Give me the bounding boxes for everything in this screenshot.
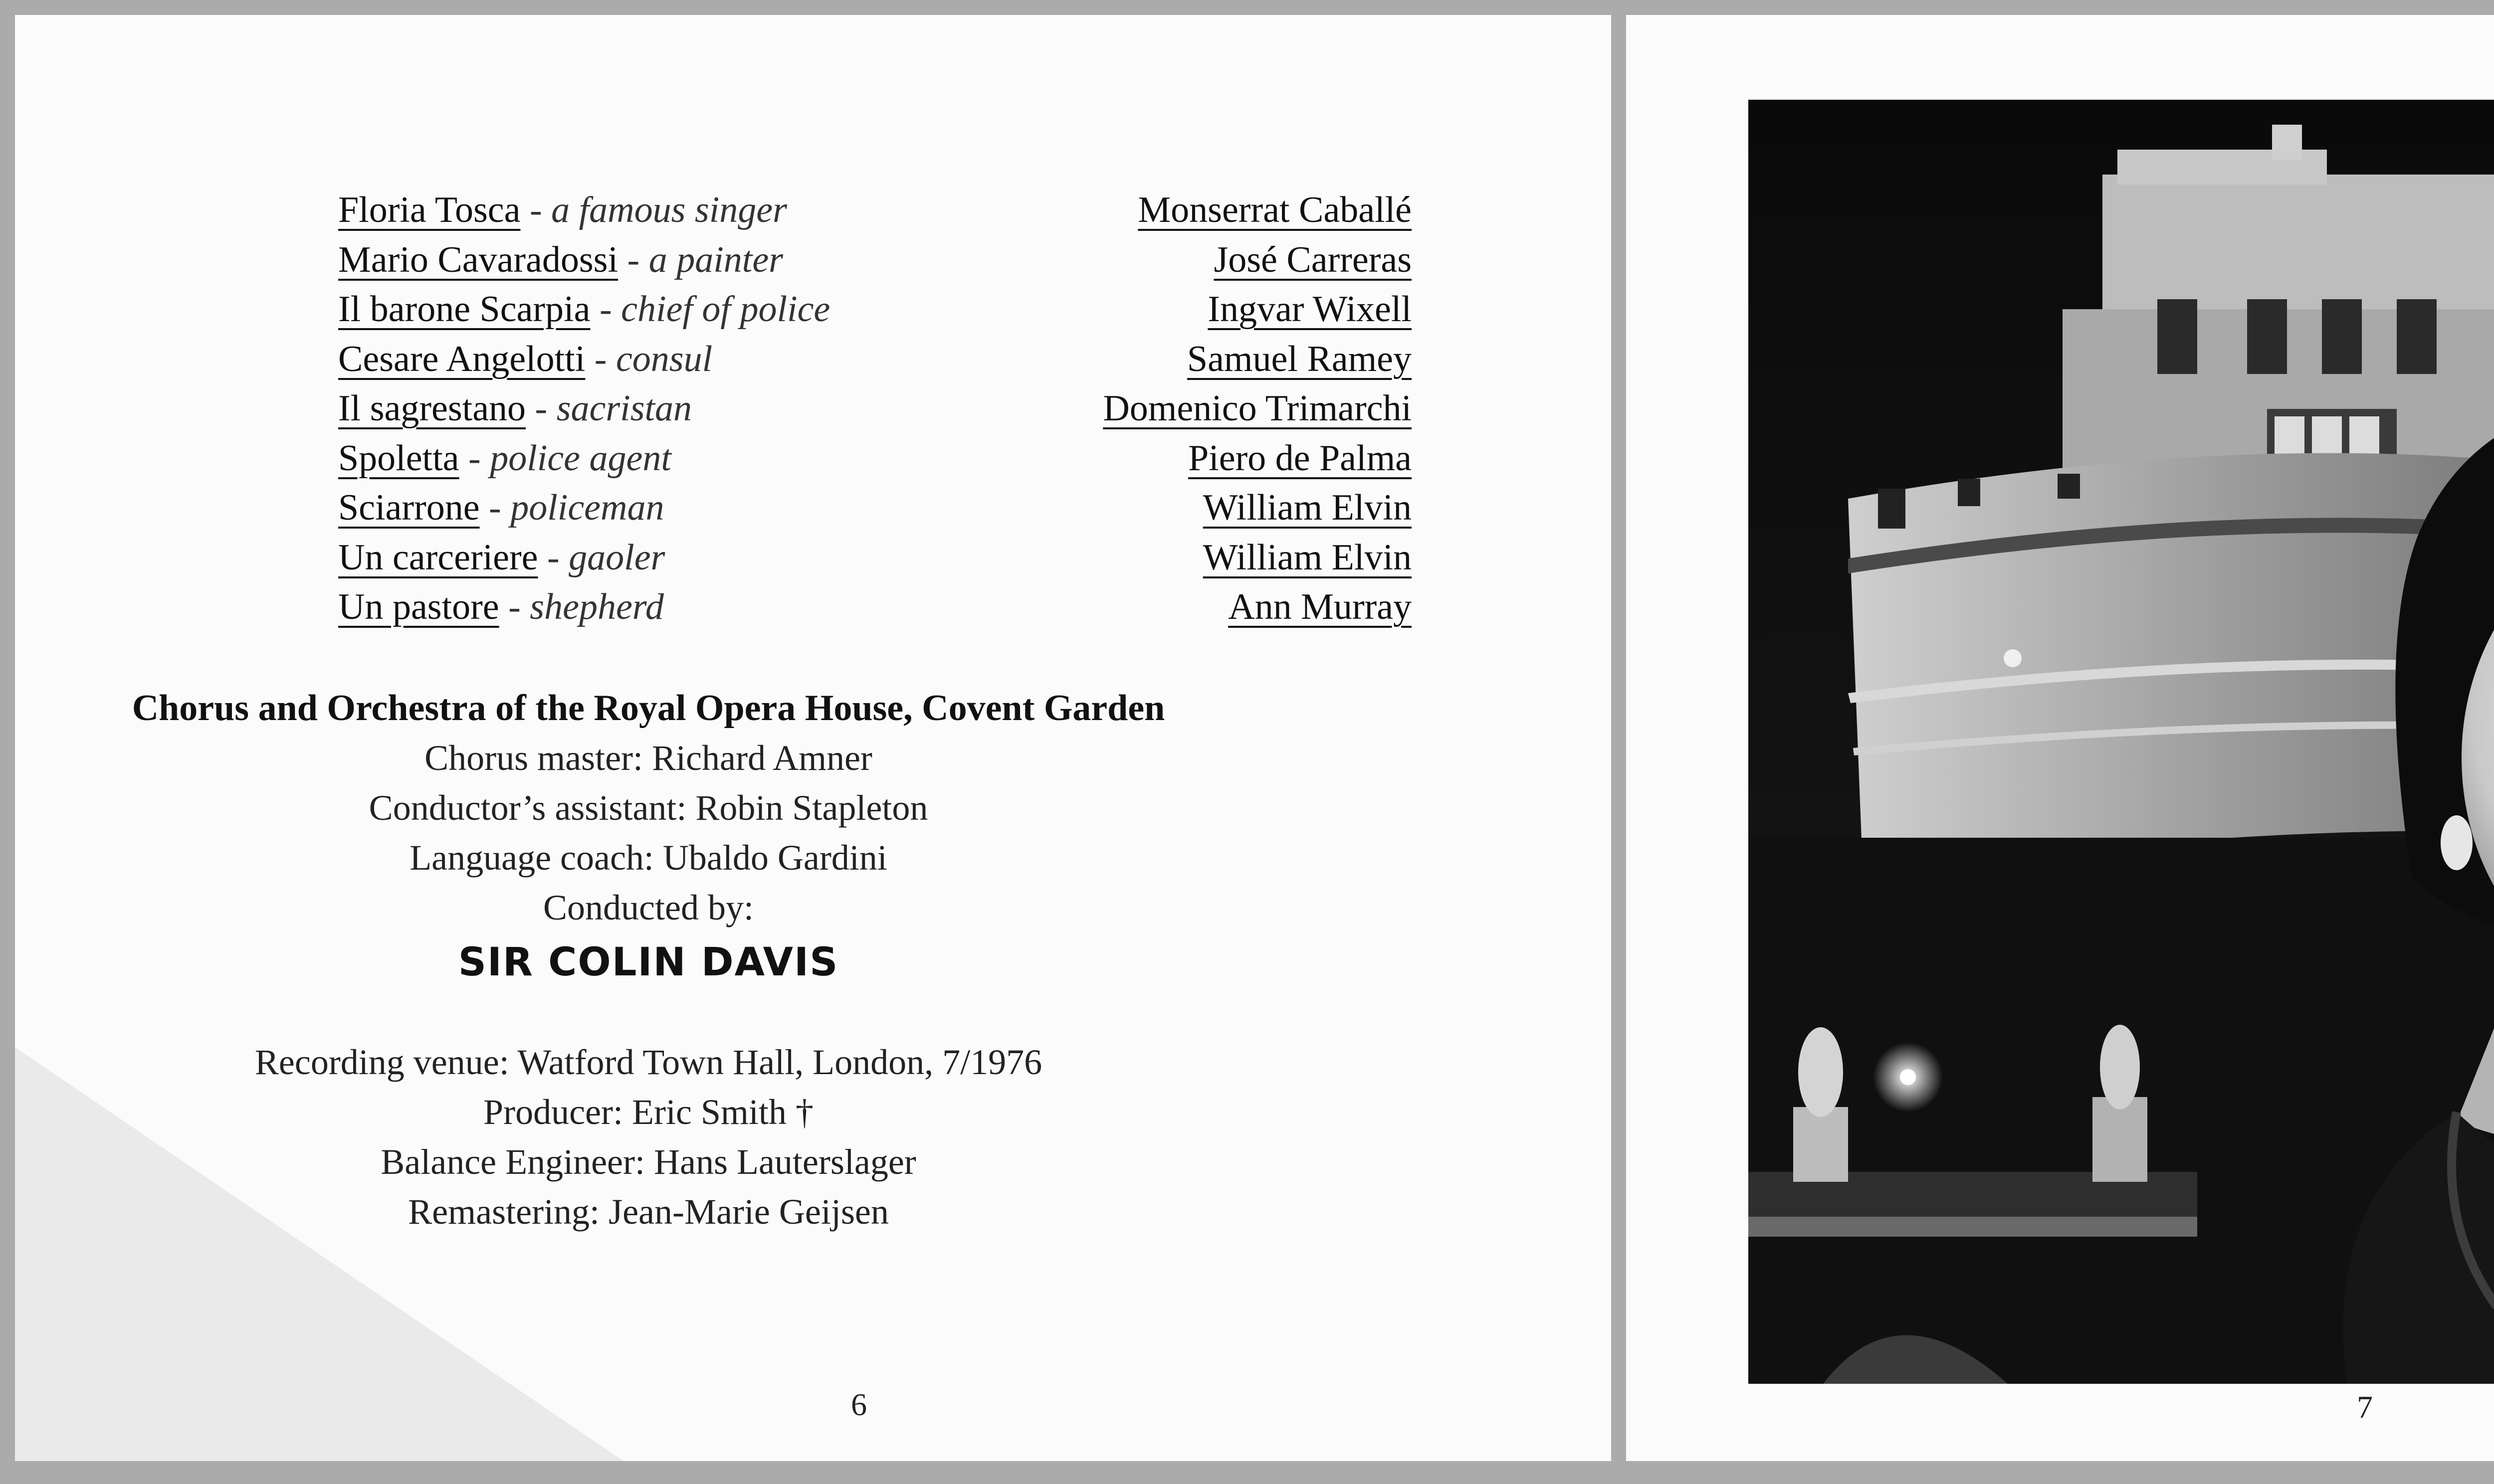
role-row xyxy=(338,582,830,632)
remastering: Remastering: Jean-Marie Geijsen xyxy=(408,1192,889,1232)
role-separator: - xyxy=(547,537,560,578)
producer: Producer: Eric Smith † xyxy=(483,1092,814,1132)
portrait-photo xyxy=(1748,100,2494,1384)
role-separator: - xyxy=(627,239,640,280)
left-page xyxy=(15,15,1611,1461)
role-name: Spoletta xyxy=(338,437,459,479)
singer-list xyxy=(1103,186,1412,632)
singer-name: Domenico Trimarchi xyxy=(1103,388,1412,429)
role-description: shepherd xyxy=(530,586,664,627)
role-name: Un carceriere xyxy=(338,537,538,578)
recording-venue: Recording venue: Watford Town Hall, London, 7/1976 xyxy=(254,1042,1042,1082)
singer-name: Monserrat Caballé xyxy=(1138,189,1412,230)
role-description: a painter xyxy=(648,239,783,280)
role-description: police agent xyxy=(490,437,671,479)
role-name: Sciarrone xyxy=(338,487,480,528)
role-description: consul xyxy=(616,338,713,379)
role-list xyxy=(338,186,830,632)
role-name: Floria Tosca xyxy=(338,189,521,230)
singer-name: José Carreras xyxy=(1214,239,1412,280)
credits-block xyxy=(15,683,1282,1237)
role-name: Un pastore xyxy=(338,586,499,627)
conductor-assistant: Conductor’s assistant: Robin Stapleton xyxy=(369,788,928,828)
conductor-name: SIR COLIN DAVIS xyxy=(458,940,839,985)
role-name: Cesare Angelotti xyxy=(338,338,586,379)
singer-name: Ann Murray xyxy=(1228,586,1412,627)
singer-name: Samuel Ramey xyxy=(1187,338,1412,379)
page-number-right: 7 xyxy=(2357,1389,2373,1425)
role-separator: - xyxy=(599,289,612,330)
role-description: chief of police xyxy=(621,289,831,330)
role-separator: - xyxy=(594,338,607,379)
chorus-master: Chorus master: Richard Amner xyxy=(424,738,872,778)
role-description: policeman xyxy=(510,487,664,528)
singer-name: Piero de Palma xyxy=(1188,437,1412,479)
role-separator: - xyxy=(508,586,521,627)
conducted-by-label: Conducted by: xyxy=(543,888,754,928)
role-description: sacristan xyxy=(556,388,692,429)
role-separator: - xyxy=(529,189,542,230)
role-description: a famous singer xyxy=(551,189,787,230)
castle-portrait-image xyxy=(1748,100,2494,1384)
role-name: Il barone Scarpia xyxy=(338,289,591,330)
role-row xyxy=(338,285,830,335)
role-row xyxy=(338,235,830,285)
role-row xyxy=(338,533,830,583)
role-row xyxy=(338,434,830,484)
role-separator: - xyxy=(535,388,548,429)
singer-name: Ingvar Wixell xyxy=(1208,289,1412,330)
role-row xyxy=(338,186,830,235)
recording-credits xyxy=(15,1037,1282,1237)
role-row xyxy=(338,384,830,434)
singer-name: William Elvin xyxy=(1203,487,1412,528)
role-separator: - xyxy=(468,437,481,479)
role-name: Il sagrestano xyxy=(338,388,526,429)
role-separator: - xyxy=(489,487,501,528)
role-row xyxy=(338,335,830,384)
page-number-left: 6 xyxy=(851,1387,867,1422)
role-name: Mario Cavaradossi xyxy=(338,239,619,280)
balance-engineer: Balance Engineer: Hans Lauterslager xyxy=(381,1142,916,1182)
language-coach: Language coach: Ubaldo Gardini xyxy=(410,838,887,878)
role-description: gaoler xyxy=(569,537,665,578)
role-row xyxy=(338,483,830,533)
singer-name: William Elvin xyxy=(1203,537,1412,578)
chorus-heading: Chorus and Orchestra of the Royal Opera House, Covent Garden xyxy=(132,688,1165,729)
